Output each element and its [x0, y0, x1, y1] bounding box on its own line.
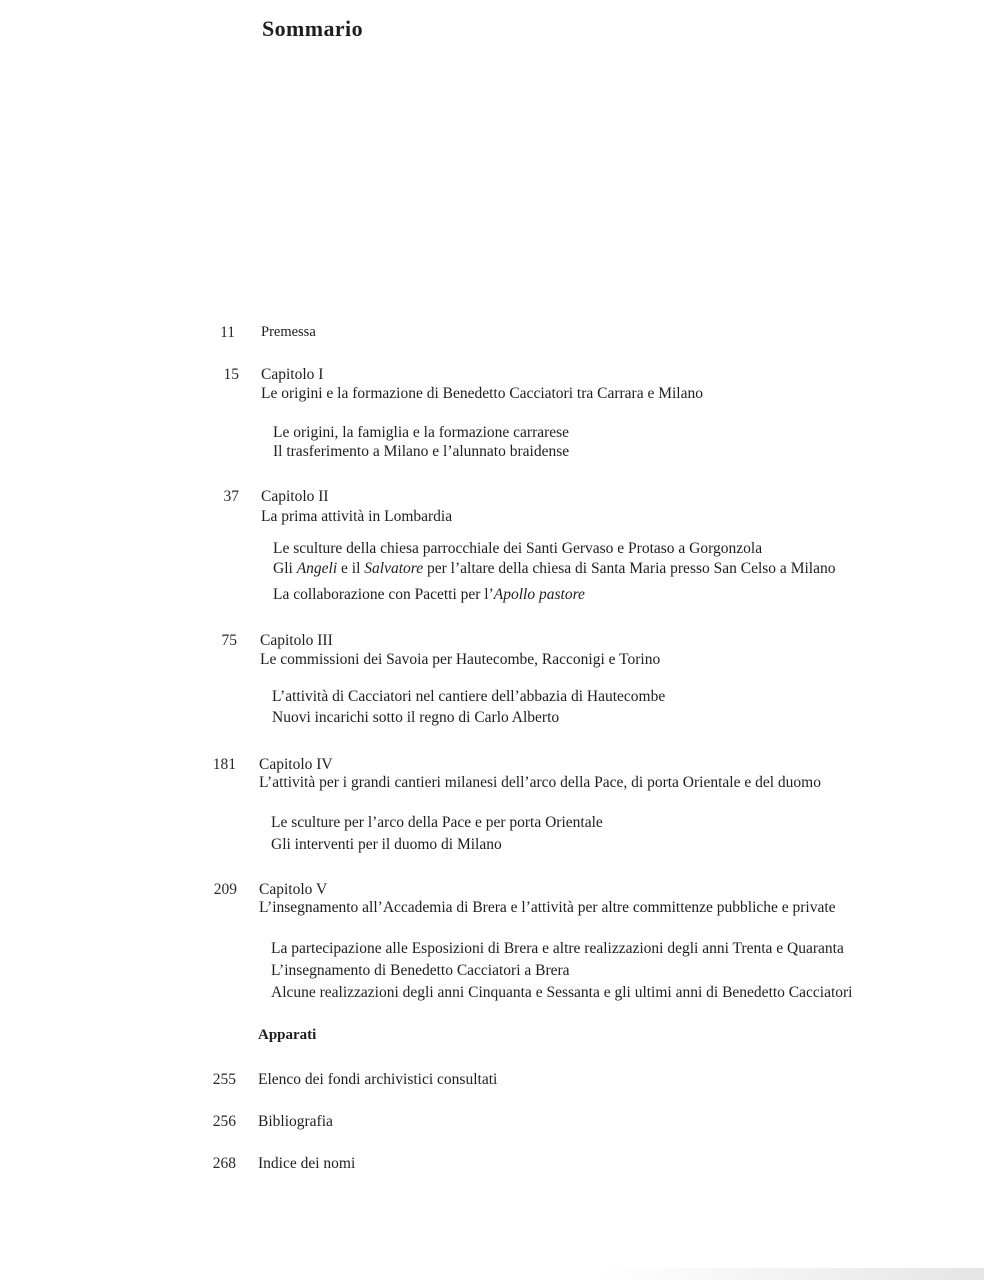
apparati-heading: Apparati [258, 1027, 317, 1043]
section-item: Le sculture della chiesa parrocchiale dei Santi Gervaso e Protaso a Gorgonzola [273, 540, 763, 557]
page-edge-shadow [600, 1268, 984, 1280]
chapter-title: L’attività per i grandi cantieri milanesi dell’arco della Pace, di porta Orientale e del duomo [259, 774, 821, 791]
section-item: Nuovi incarichi sotto il regno di Carlo Alberto [272, 709, 560, 726]
page-number: 268 [212, 1155, 236, 1172]
chapter-label: Capitolo IV [259, 756, 333, 773]
entry-label: Elenco dei fondi archivistici consultati [258, 1071, 498, 1088]
page-number: 75 [221, 632, 237, 649]
section-item: Gli Angeli e il Salvatore per l’altare della chiesa di Santa Maria presso San Celso a Milano [273, 560, 836, 577]
section-item: Gli interventi per il duomo di Milano [271, 836, 502, 853]
entry-label: Bibliografia [258, 1113, 333, 1130]
chapter-title: Le origini e la formazione di Benedetto Cacciatori tra Carrara e Milano [261, 385, 703, 402]
chapter-label: Capitolo V [259, 881, 328, 898]
page-number: 37 [223, 488, 239, 505]
chapter-label: Capitolo I [261, 366, 324, 383]
chapter-label: Capitolo III [260, 632, 333, 649]
page-number: 255 [212, 1071, 236, 1088]
chapter-label: Capitolo II [261, 488, 329, 505]
entry-label: Indice dei nomi [258, 1155, 356, 1172]
page-number: 181 [212, 756, 236, 773]
section-item: Alcune realizzazioni degli anni Cinquanta e Sessanta e gli ultimi anni di Benedetto Cacciatori [271, 984, 853, 1001]
page-number: 256 [212, 1113, 236, 1130]
section-item: L’insegnamento di Benedetto Cacciatori a Brera [271, 962, 570, 979]
chapter-title: L’insegnamento all’Accademia di Brera e l’attività per altre committenze pubbliche e private [259, 899, 836, 916]
section-item: L’attività di Cacciatori nel cantiere dell’abbazia di Hautecombe [272, 688, 666, 705]
page-number: 11 [220, 324, 235, 341]
chapter-title: Le commissioni dei Savoia per Hautecombe, Racconigi e Torino [260, 651, 661, 668]
section-item: Le sculture per l’arco della Pace e per porta Orientale [271, 814, 603, 831]
section-item: La partecipazione alle Esposizioni di Brera e altre realizzazioni degli anni Trenta e Quaranta [271, 940, 844, 957]
page-title: Sommario [262, 16, 363, 41]
entry-label: Premessa [261, 324, 316, 340]
page-number: 15 [223, 366, 239, 383]
section-item: La collaborazione con Pacetti per l’Apollo pastore [273, 586, 585, 603]
chapter-title: La prima attività in Lombardia [261, 508, 453, 525]
section-item: Le origini, la famiglia e la formazione carrarese [273, 424, 570, 441]
section-item: Il trasferimento a Milano e l’alunnato braidense [273, 443, 570, 460]
page-number: 209 [213, 881, 237, 898]
